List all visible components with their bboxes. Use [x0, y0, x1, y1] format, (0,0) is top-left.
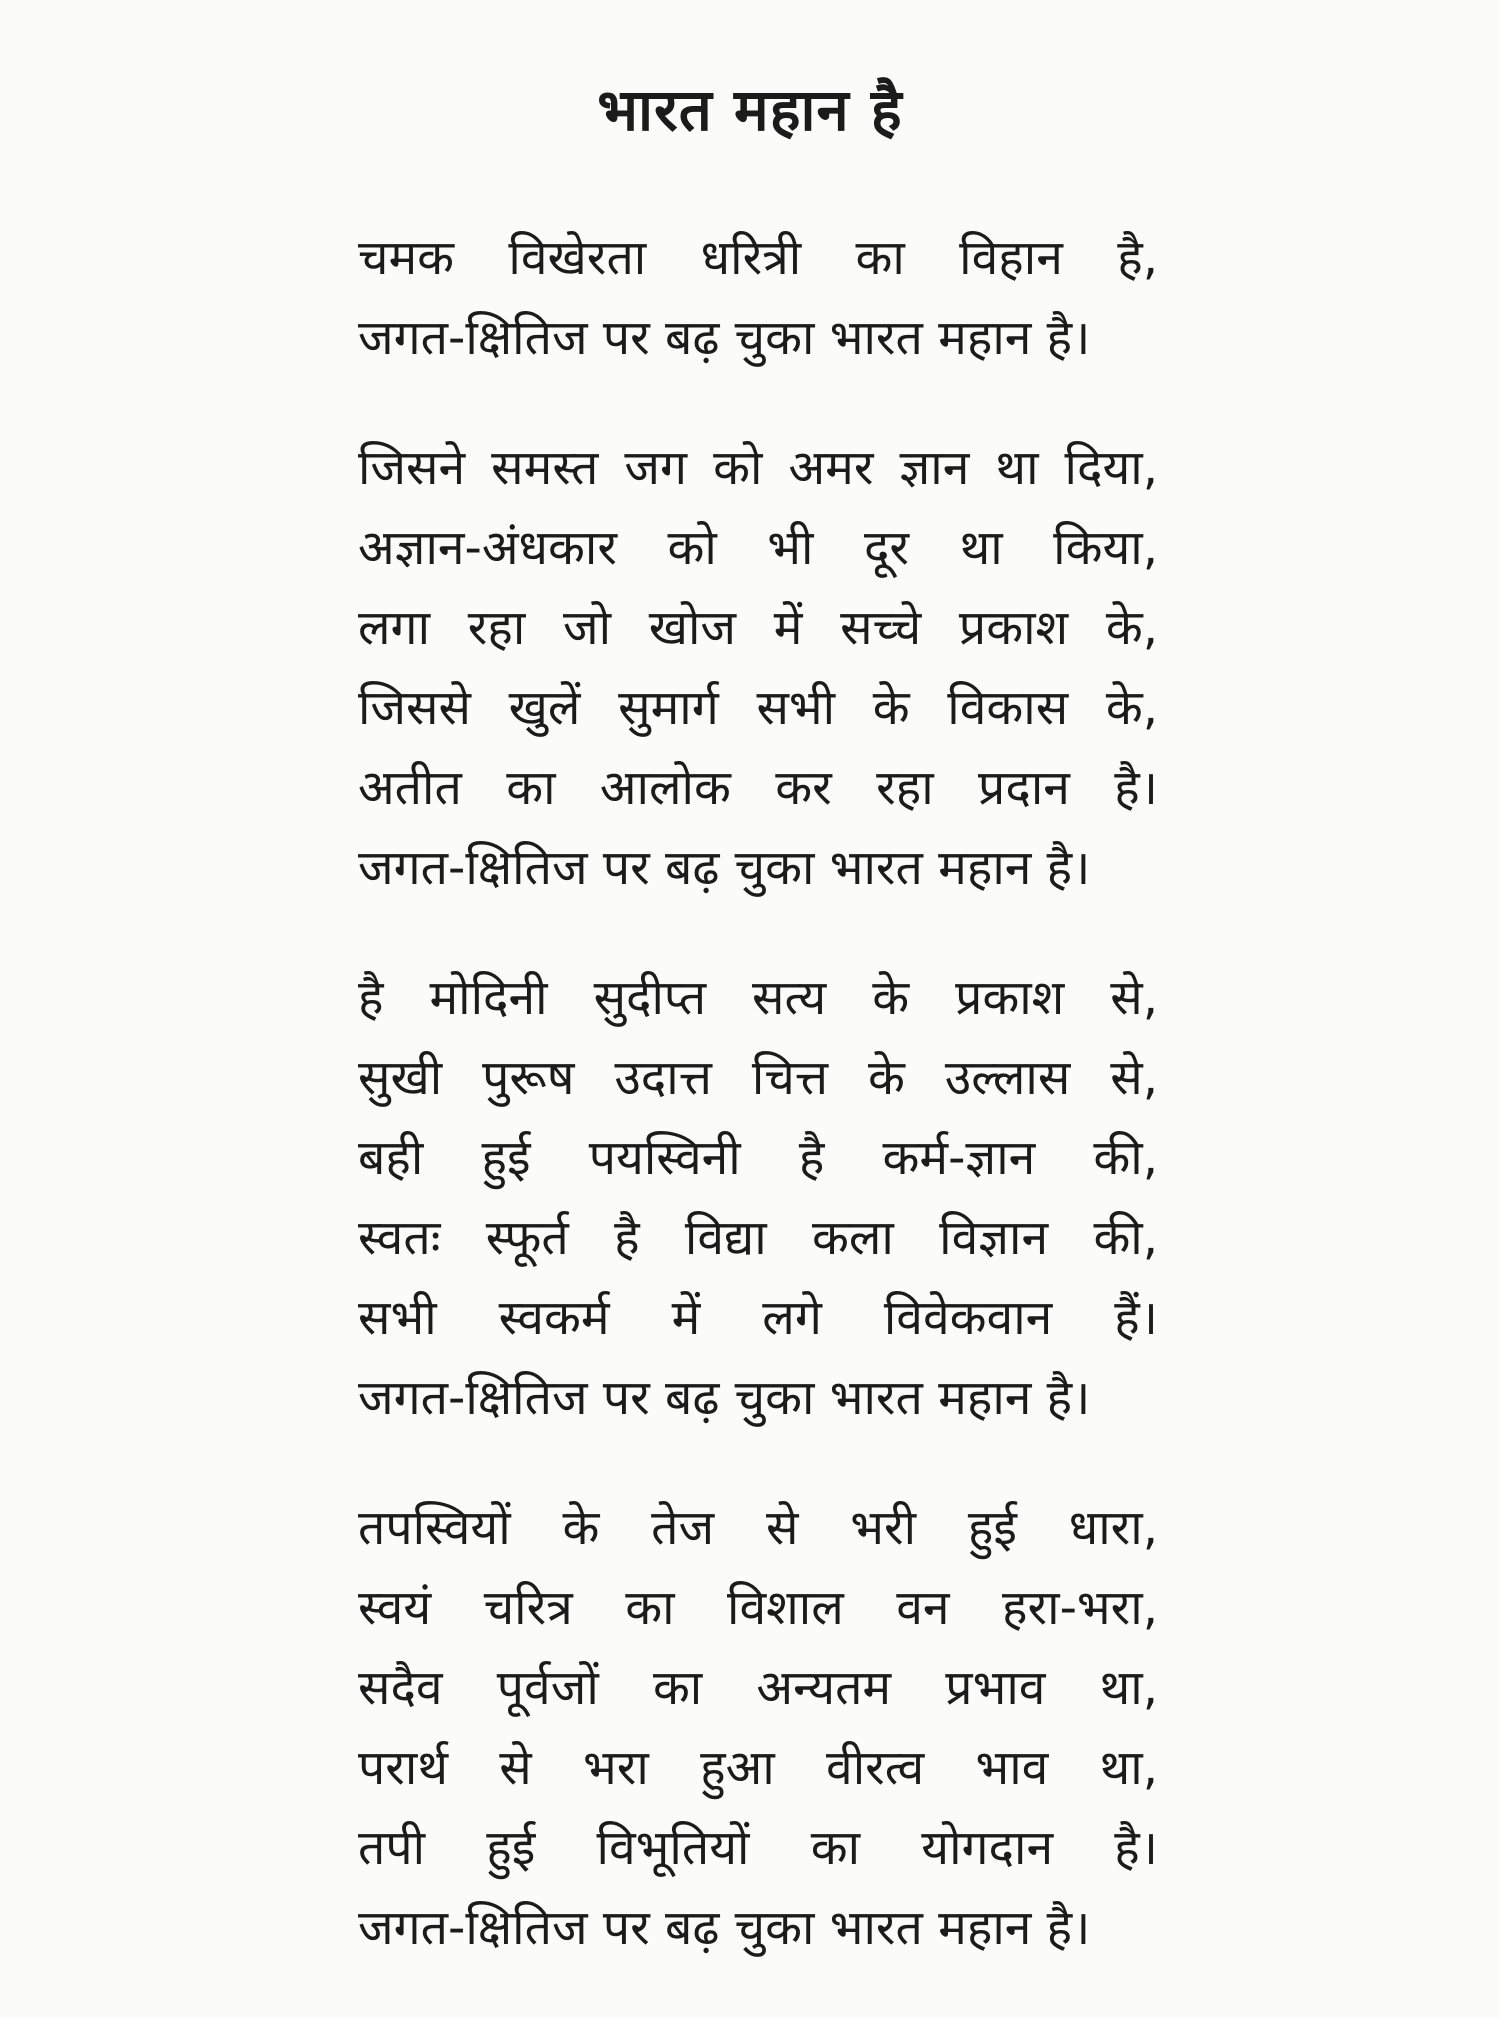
poem-line: सभी स्वकर्म में लगे विवेकवान हैं।	[358, 1290, 1158, 1346]
poem-refrain-line: जगत-क्षितिज पर बढ़ चुका भारत महान है।	[358, 1370, 1091, 1426]
poem-line: जिसने समस्त जग को अमर ज्ञान था दिया,	[358, 440, 1158, 496]
poem-line: बही हुई पयस्विनी है कर्म-ज्ञान की,	[358, 1130, 1158, 1186]
poem-line: तपस्वियों के तेज से भरी हुई धारा,	[358, 1500, 1158, 1556]
poem-line: तपी हुई विभूतियों का योगदान है।	[358, 1820, 1158, 1876]
poem-line: परार्थ से भरा हुआ वीरत्व भाव था,	[358, 1740, 1158, 1796]
poem-line: अतीत का आलोक कर रहा प्रदान है।	[358, 760, 1158, 816]
poem-line: चमक विखेरता धरित्री का विहान है,	[358, 230, 1158, 286]
poem-title: भारत महान है	[597, 76, 903, 144]
poem-line: स्वतः स्फूर्त है विद्या कला विज्ञान की,	[358, 1210, 1158, 1266]
poem-line: है मोदिनी सुदीप्त सत्य के प्रकाश से,	[358, 970, 1158, 1026]
poem-line: जिससे खुलें सुमार्ग सभी के विकास के,	[358, 680, 1158, 736]
poem-body	[358, 218, 1158, 2018]
poem-refrain-line: जगत-क्षितिज पर बढ़ चुका भारत महान है।	[358, 840, 1091, 896]
stanza	[358, 1488, 1158, 1968]
poem-line: सुखी पुरूष उदात्त चित्त के उल्लास से,	[358, 1050, 1158, 1106]
poem-line: अज्ञान-अंधकार को भी दूर था किया,	[358, 520, 1158, 576]
poem-line: स्वयं चरित्र का विशाल वन हरा-भरा,	[358, 1580, 1158, 1636]
stanza	[358, 958, 1158, 1438]
poem-line: लगा रहा जो खोज में सच्चे प्रकाश के,	[358, 600, 1158, 656]
poem-refrain-line: जगत-क्षितिज पर बढ़ चुका भारत महान है।	[358, 1900, 1091, 1956]
poem-line: सदैव पूर्वजों का अन्यतम प्रभाव था,	[358, 1660, 1158, 1716]
poem-refrain-line: जगत-क्षितिज पर बढ़ चुका भारत महान है।	[358, 310, 1091, 366]
stanza	[358, 428, 1158, 908]
stanza	[358, 218, 1158, 378]
